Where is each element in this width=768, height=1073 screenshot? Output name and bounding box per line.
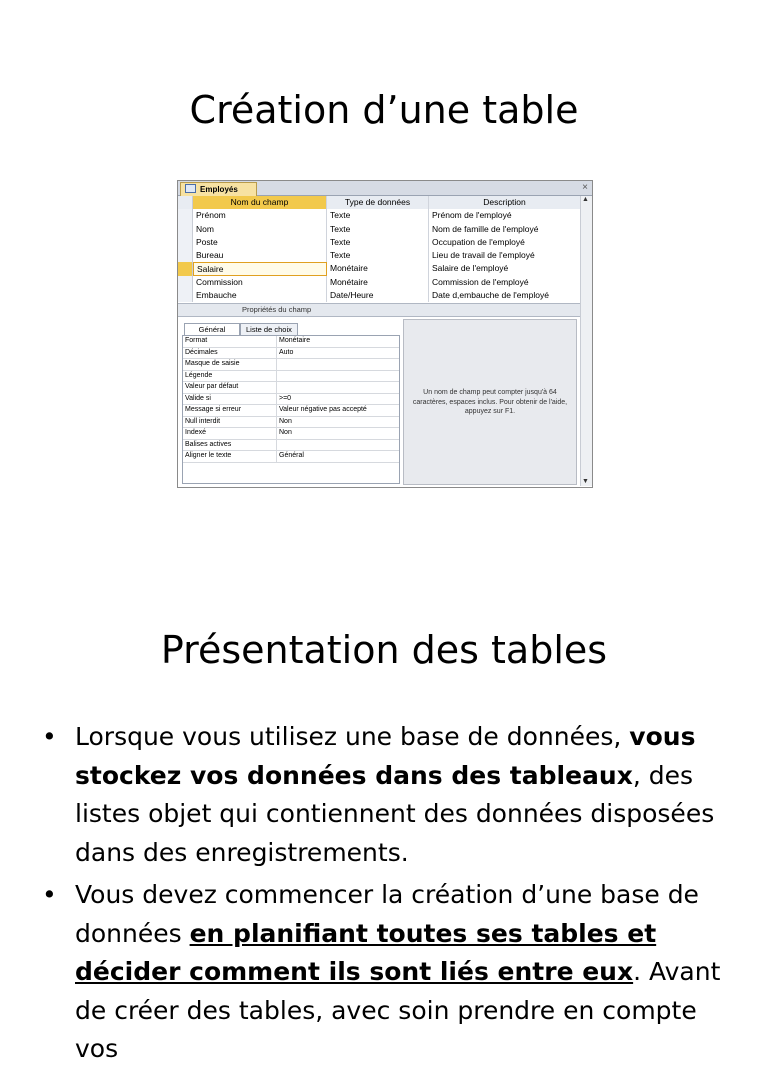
scroll-down-icon[interactable]: ▼ — [582, 478, 589, 485]
field-grid — [178, 196, 580, 302]
slide-title-presentation: Présentation des tables — [160, 628, 608, 672]
help-text: Un nom de champ peut compter jusqu'à 64 caractères, espaces inclus. Pour obtenir de l'aide, appuyez sur F1. — [412, 389, 568, 415]
bullet-list — [42, 718, 732, 1073]
help-panel — [403, 319, 577, 485]
property-label: Légende — [183, 371, 277, 382]
property-value[interactable] — [277, 382, 399, 393]
data-type-cell[interactable]: Texte — [327, 249, 429, 262]
property-row[interactable] — [183, 359, 399, 371]
table-row[interactable] — [178, 236, 580, 249]
bullet-text-bold: vous stockez vos données dans des tableaux — [75, 722, 696, 790]
table-row[interactable] — [178, 289, 580, 302]
table-row-selected[interactable] — [178, 262, 580, 275]
properties-tabs — [182, 323, 398, 335]
table-row[interactable] — [178, 249, 580, 262]
property-value[interactable] — [277, 371, 399, 382]
property-label: Aligner le texte — [183, 451, 277, 462]
scroll-up-icon[interactable]: ▲ — [582, 196, 589, 203]
field-properties-bar — [178, 303, 580, 317]
property-value[interactable]: Valeur négative pas accepté — [279, 406, 367, 413]
row-selector[interactable] — [178, 289, 193, 302]
table-row[interactable] — [178, 276, 580, 289]
property-value[interactable]: Monétaire — [279, 337, 311, 344]
header-nom-du-champ[interactable]: Nom du champ — [193, 196, 327, 209]
tab-general[interactable]: Général — [184, 323, 240, 336]
bullet-icon: • — [42, 880, 57, 909]
document-tab-employes[interactable]: Employés — [180, 182, 257, 196]
property-label: Balises actives — [183, 440, 277, 451]
field-name-cell[interactable]: Poste — [193, 236, 327, 249]
field-name-cell[interactable]: Nom — [193, 223, 327, 236]
data-type-cell[interactable]: Monétaire — [327, 262, 429, 275]
property-label: Valeur par défaut — [183, 382, 277, 393]
bullet-item — [42, 876, 732, 1069]
data-type-cell[interactable]: Texte — [327, 209, 429, 222]
description-cell[interactable]: Prénom de l'employé — [432, 210, 512, 221]
property-row[interactable] — [183, 440, 399, 452]
slide-title-creation: Création d’une table — [189, 88, 579, 132]
document-tab-bar — [178, 181, 592, 196]
property-row[interactable] — [183, 382, 399, 394]
description-cell[interactable]: Nom de famille de l'employé — [432, 223, 539, 234]
row-selector[interactable] — [178, 236, 193, 249]
bullet-icon: • — [42, 722, 57, 751]
description-cell[interactable]: Commission de l'employé — [432, 276, 529, 287]
property-row[interactable] — [183, 428, 399, 440]
property-label: Masque de saisie — [183, 359, 277, 370]
description-cell[interactable]: Lieu de travail de l'employé — [432, 250, 535, 261]
property-value[interactable] — [277, 359, 399, 370]
field-name-cell[interactable]: Commission — [193, 276, 327, 289]
property-label: Message si erreur — [183, 405, 277, 416]
field-name-cell[interactable]: Salaire — [193, 262, 327, 275]
property-label: Indexé — [183, 428, 277, 439]
property-value[interactable]: Auto — [279, 348, 294, 356]
property-label: Format — [183, 336, 277, 347]
properties-table — [182, 335, 400, 484]
property-row[interactable] — [183, 394, 399, 406]
row-selector[interactable] — [178, 249, 193, 262]
access-table-design-screenshot — [177, 180, 593, 488]
header-type-de-donnees[interactable]: Type de données — [327, 196, 429, 209]
close-icon[interactable]: × — [582, 182, 588, 193]
description-cell[interactable]: Date d,embauche de l'employé — [432, 290, 549, 301]
row-selector-header[interactable] — [178, 196, 193, 209]
property-value[interactable]: Non — [279, 417, 292, 425]
description-cell[interactable]: Salaire de l'employé — [432, 263, 509, 274]
grid-header-row — [178, 196, 580, 209]
property-row[interactable] — [183, 371, 399, 383]
property-label: Null interdit — [183, 417, 277, 428]
bullet-text-pre: Lorsque vous utilisez une base de données, — [75, 722, 630, 751]
row-selector[interactable] — [178, 223, 193, 236]
property-row[interactable] — [183, 336, 399, 348]
property-label: Valide si — [183, 394, 277, 405]
data-type-cell[interactable]: Date/Heure — [327, 289, 429, 302]
table-row[interactable] — [178, 209, 580, 222]
table-row[interactable] — [178, 223, 580, 236]
bullet-text-pre: Vous devez commencer la création d’une base de données — [75, 880, 699, 948]
table-icon — [185, 184, 196, 193]
property-value[interactable]: >=0 — [279, 394, 292, 402]
property-value[interactable] — [277, 440, 399, 451]
data-type-cell[interactable]: Monétaire — [327, 276, 429, 289]
row-selector[interactable] — [178, 276, 193, 289]
field-name-cell[interactable]: Prénom — [193, 209, 327, 222]
field-name-cell[interactable]: Embauche — [193, 289, 327, 302]
header-description[interactable]: Description — [429, 196, 580, 209]
field-properties-label: Propriétés du champ — [242, 305, 312, 314]
row-selector[interactable] — [178, 262, 193, 275]
data-type-cell[interactable]: Texte — [327, 223, 429, 236]
field-name-cell[interactable]: Bureau — [193, 249, 327, 262]
field-properties-panel — [182, 323, 398, 483]
property-row[interactable] — [183, 451, 399, 463]
description-cell[interactable]: Occupation de l'employé — [432, 236, 525, 247]
bullet-text-post: . Avant de créer des tables, avec soin prendre en compte vos — [75, 957, 721, 1063]
data-type-cell[interactable]: Texte — [327, 236, 429, 249]
property-value[interactable]: Non — [279, 429, 292, 436]
row-selector[interactable] — [178, 209, 193, 222]
vertical-scrollbar[interactable] — [580, 196, 592, 486]
property-label: Décimales — [183, 348, 277, 359]
bullet-text-post: , des listes objet qui contiennent des données disposées dans des enregistrements. — [75, 760, 715, 867]
bullet-item — [42, 718, 732, 872]
property-row[interactable] — [183, 405, 399, 417]
property-value[interactable]: Général — [279, 452, 304, 459]
tab-liste-de-choix[interactable]: Liste de choix — [240, 323, 298, 336]
property-row[interactable] — [183, 348, 399, 360]
property-row[interactable] — [183, 417, 399, 429]
bullet-text-bold-underlined: en planifiant toutes ses tables et décider comment ils sont liés entre eux — [75, 918, 657, 986]
